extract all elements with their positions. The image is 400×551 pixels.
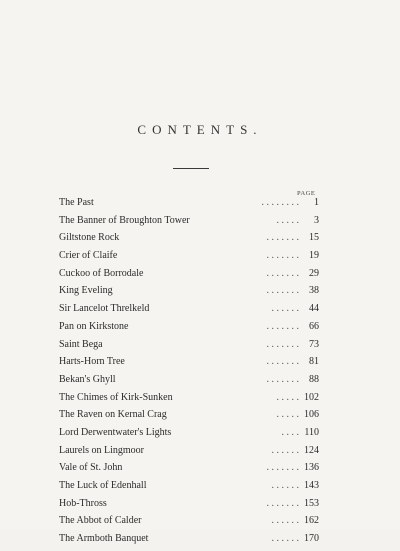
toc-title: Bekan's Ghyll (59, 373, 116, 385)
toc-page-number: 124 (304, 444, 319, 456)
toc-leader-dots: . . . . . . . (266, 285, 299, 297)
toc-title: The Banner of Broughton Tower (59, 214, 190, 226)
page-column-label: PAGE (297, 190, 316, 197)
toc-page-number: 1 (314, 197, 319, 208)
toc-title: Giltstone Rock (59, 232, 120, 244)
toc-leader-dots: . . . . . . . (266, 497, 299, 509)
toc-page-number: 110 (304, 426, 319, 438)
toc-page-number: 143 (304, 480, 319, 491)
toc-title: Cuckoo of Borrodale (59, 267, 144, 279)
toc-entry (59, 303, 321, 321)
toc-page-number: 170 (304, 533, 319, 545)
toc-leader-dots: . . . . . (276, 214, 299, 226)
toc-entry (59, 515, 321, 533)
toc-page-number: 81 (309, 356, 319, 368)
toc-title: Lord Derwentwater's Lights (59, 426, 172, 438)
toc-entry (59, 321, 321, 339)
toc-title: Hob-Thross (59, 497, 107, 509)
toc-leader-dots: . . . . . . . (266, 267, 299, 279)
toc-title: Harts-Horn Tree (59, 356, 125, 368)
toc-title: Vale of St. John (59, 462, 123, 474)
toc-leader-dots: . . . . . . (271, 444, 299, 456)
toc-entry (59, 392, 321, 410)
toc-page-number: 106 (304, 409, 319, 421)
toc-page-number: 38 (309, 285, 319, 297)
toc-page-number: 88 (309, 373, 319, 385)
toc-leader-dots: . . . . (281, 426, 299, 438)
contents-heading: CONTENTS. (137, 122, 263, 137)
toc-entry (59, 250, 321, 268)
toc-title: Crier of Claife (59, 250, 118, 262)
toc-title: The Raven on Kernal Crag (59, 409, 167, 421)
toc-leader-dots: . . . . . (276, 391, 299, 403)
toc-title: The Chimes of Kirk-Sunken (59, 391, 173, 403)
toc-title: King Eveling (59, 285, 113, 297)
toc-title: Laurels on Lingmoor (59, 444, 144, 456)
heading-rule (173, 168, 209, 169)
toc-title: Sir Lancelot Threlkeld (59, 303, 150, 315)
toc-entry (59, 498, 321, 516)
toc-entry (59, 232, 321, 250)
toc-entry (59, 374, 321, 392)
toc-entry (59, 445, 321, 463)
toc-page-number: 44 (309, 303, 319, 315)
toc-entry (59, 339, 321, 357)
toc-leader-dots: . . . . . . . (266, 338, 299, 350)
toc-page-number: 3 (314, 214, 319, 226)
toc-entry (59, 427, 321, 445)
toc-leader-dots: . . . . . (276, 409, 299, 421)
toc-page-number: 162 (304, 515, 319, 527)
toc-title: The Past (59, 197, 94, 208)
toc-page-number: 66 (309, 320, 319, 332)
toc-leader-dots: . . . . . . (271, 515, 299, 527)
toc-page-number: 73 (309, 338, 319, 350)
toc-entry (59, 215, 321, 233)
toc-leader-dots: . . . . . . (271, 303, 299, 315)
toc-leader-dots: . . . . . . . (266, 373, 299, 385)
toc-title: The Abbot of Calder (59, 515, 142, 527)
toc-entry (59, 533, 321, 551)
toc-leader-dots: . . . . . . . (266, 232, 299, 244)
toc-title: The Luck of Edenhall (59, 480, 147, 491)
toc-title: The Armboth Banquet (59, 533, 149, 545)
toc-entry (59, 409, 321, 427)
toc-entry (59, 462, 321, 480)
toc-leader-dots: . . . . . . . (266, 320, 299, 332)
toc-entry (59, 285, 321, 303)
toc-leader-dots: . . . . . . . (266, 250, 299, 262)
toc-leader-dots: . . . . . . (271, 480, 299, 491)
toc-page-number: 29 (309, 267, 319, 279)
table-of-contents (59, 197, 321, 551)
toc-entry (59, 480, 321, 498)
toc-leader-dots: . . . . . . . . (261, 197, 299, 208)
toc-entry (59, 197, 321, 215)
toc-leader-dots: . . . . . . . (266, 356, 299, 368)
toc-leader-dots: . . . . . . (271, 533, 299, 545)
toc-title: Pan on Kirkstone (59, 320, 129, 332)
toc-leader-dots: . . . . . . . (266, 462, 299, 474)
toc-title: Saint Bega (59, 338, 103, 350)
toc-page-number: 102 (304, 391, 319, 403)
toc-page-number: 153 (304, 497, 319, 509)
toc-entry (59, 268, 321, 286)
toc-page-number: 136 (304, 462, 319, 474)
toc-entry (59, 356, 321, 374)
toc-page-number: 19 (309, 250, 319, 262)
toc-page-number: 15 (309, 232, 319, 244)
